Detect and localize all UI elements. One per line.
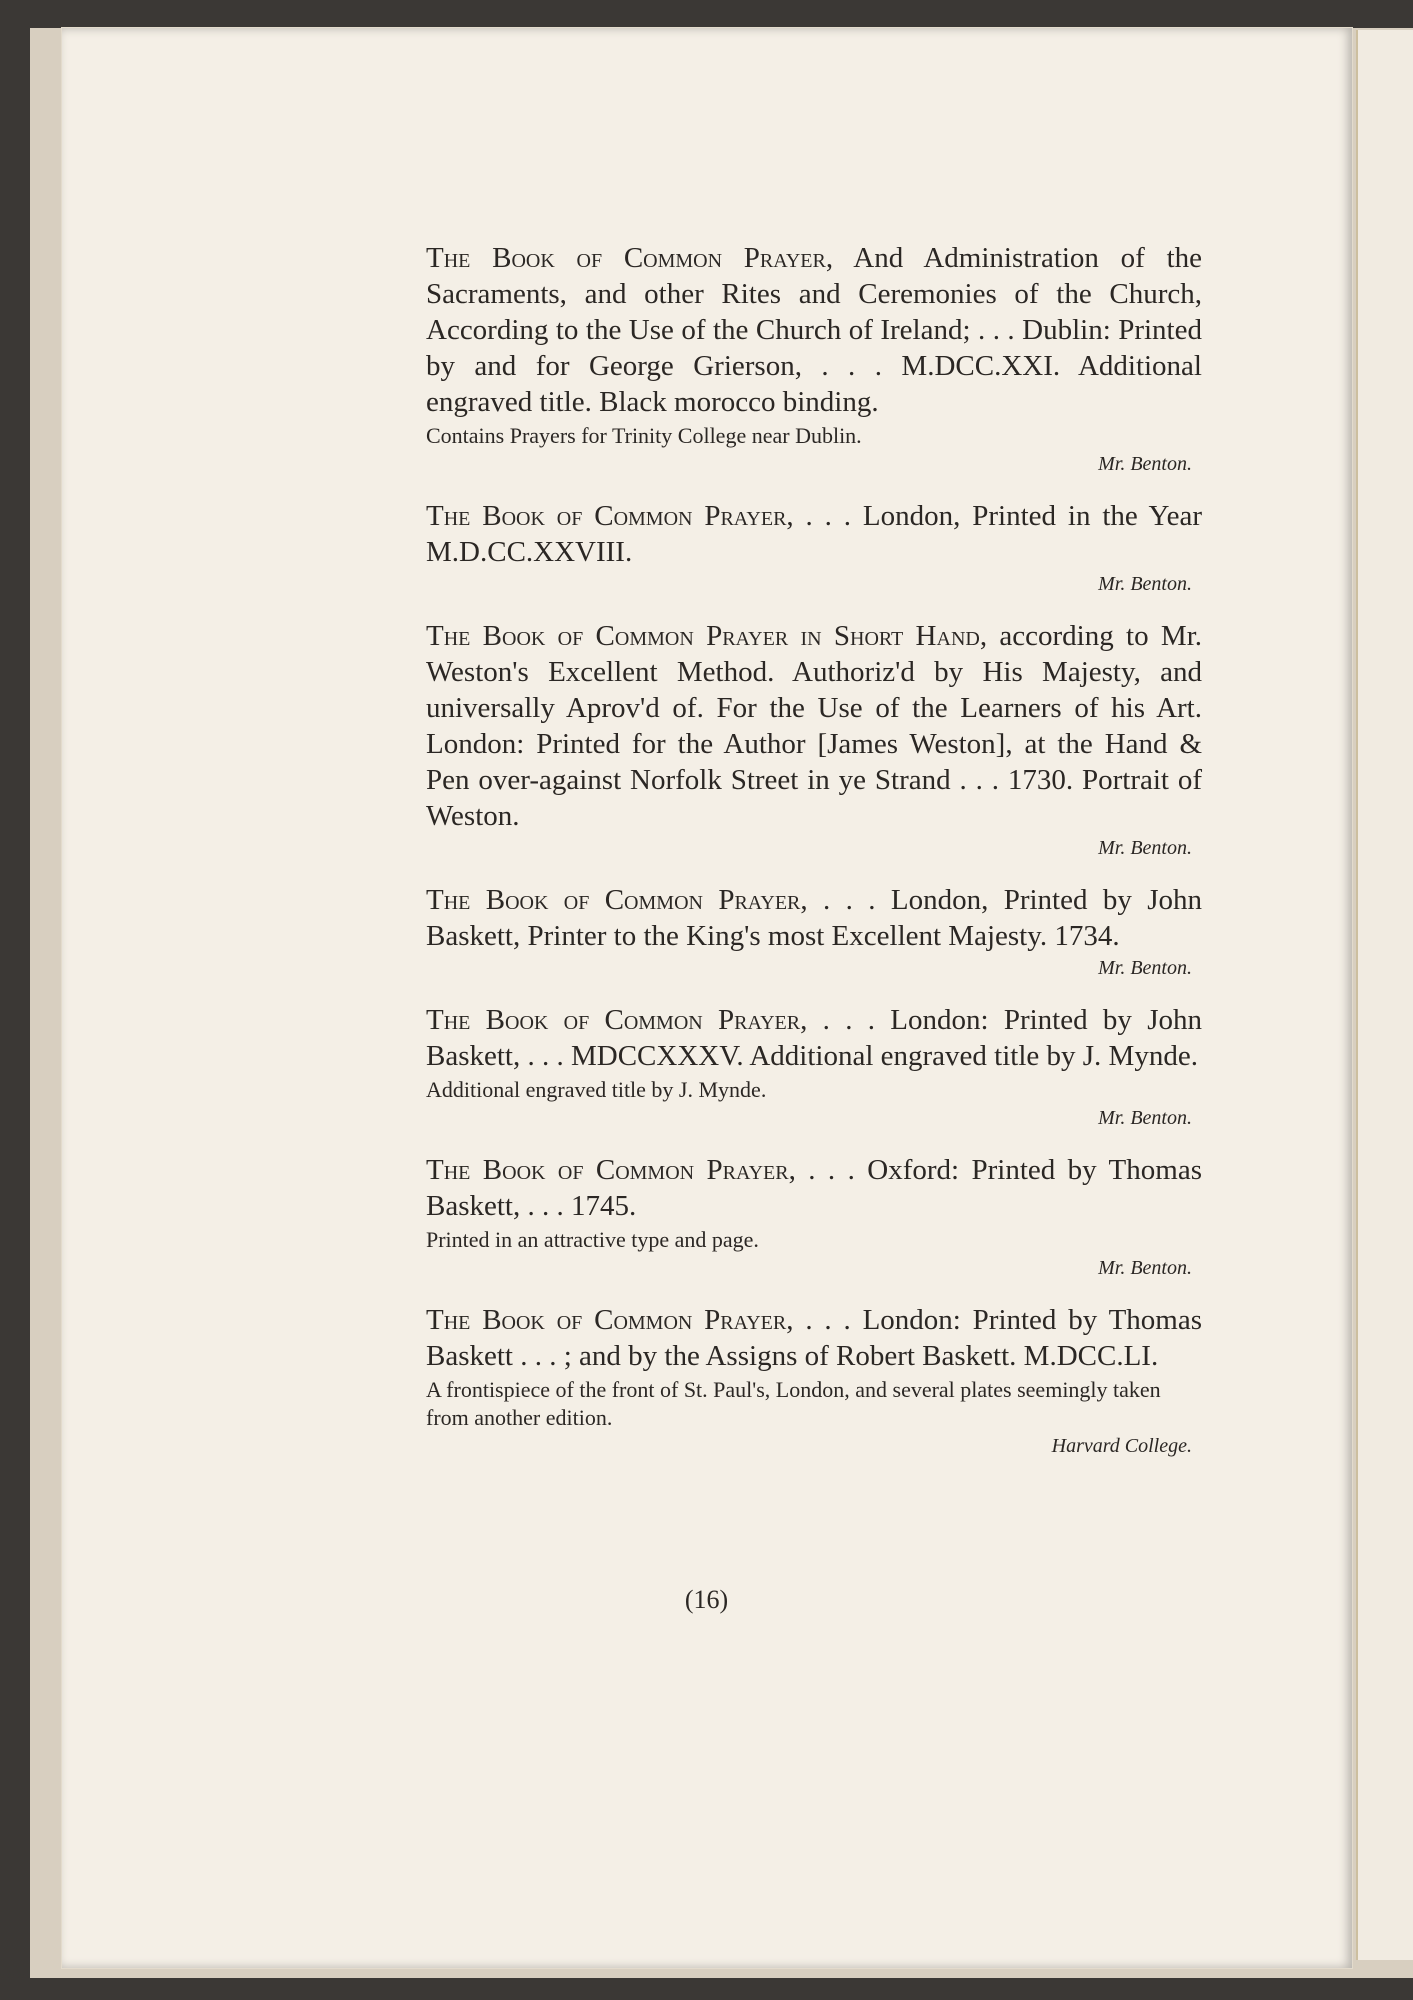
bibliography-entry [426, 498, 1202, 596]
entry-description: according to Mr. Weston's Excellent Method. Authoriz'd by His Majesty, and universally Aprov'd of. For the Use of the Learners of his Art. London: Printed for the Author [James Weston], at the Hand & Pen over-against Norfolk Street in ye Strand . . . 1730. Portrait of Weston. [426, 620, 1202, 832]
entry-description: . . . London: Printed by John Baskett, . . . MDCCXXXV. Additional engraved title by J. Mynde. [426, 1004, 1202, 1072]
entry-text [426, 882, 1202, 954]
page-number: (16) [684, 1585, 729, 1614]
entry-text [426, 498, 1202, 570]
entry-title: The Book of Common Prayer in Short Hand, [426, 620, 988, 652]
entry-text [426, 1302, 1202, 1374]
entry-description: . . . Oxford: Printed by Thomas Baskett, . . . 1745. [426, 1154, 1202, 1222]
entry-owner: Harvard College. [1051, 1435, 1192, 1457]
entry-title: The Book of Common Prayer, [426, 1004, 808, 1036]
entry-title: The Book of Common Prayer, [426, 1154, 796, 1186]
bibliography-entry [426, 240, 1202, 476]
entry-owner: Mr. Benton. [1098, 573, 1192, 595]
entry-description: . . . London: Printed by Thomas Baskett . . . ; and by the Assigns of Robert Baskett. M.DCC.LI. [426, 1304, 1202, 1372]
facing-page-edge [1356, 30, 1413, 1960]
bibliography-list [426, 240, 1202, 1480]
bibliography-entry [426, 882, 1202, 980]
bibliography-entry [426, 1152, 1202, 1280]
entry-title: The Book of Common Prayer, [426, 1304, 794, 1336]
entry-owner: Mr. Benton. [1098, 957, 1192, 979]
bibliography-entry [426, 618, 1202, 860]
entry-text [426, 240, 1202, 420]
entry-owner: Mr. Benton. [1098, 1107, 1192, 1129]
entry-note: Additional engraved title by J. Mynde. [426, 1077, 767, 1102]
entry-note: Printed in an attractive type and page. [426, 1227, 759, 1252]
entry-note: A frontispiece of the front of St. Paul's, London, and several plates seemingly taken from another edition. [426, 1377, 1161, 1430]
entry-description: . . . London, Printed by John Baskett, Printer to the King's most Excellent Majesty. 1734. [426, 884, 1202, 952]
entry-description: And Administration of the Sacraments, and other Rites and Ceremonies of the Church, According to the Use of the Church of Ireland; . . . Dublin: Printed by and for George Grierson, . . . M.DCC.XXI. Additional engraved title. Black morocco binding. [426, 242, 1202, 418]
bibliography-entry [426, 1002, 1202, 1130]
entry-text [426, 1002, 1202, 1074]
entry-description: . . . London, Printed in the Year M.D.CC.XXVIII. [426, 500, 1202, 568]
entry-owner: Mr. Benton. [1098, 453, 1192, 475]
bibliography-entry [426, 1302, 1202, 1458]
entry-text [426, 618, 1202, 834]
entry-text [426, 1152, 1202, 1224]
entry-title: The Book of Common Prayer, [426, 500, 794, 532]
entry-title: The Book of Common Prayer, [426, 884, 808, 916]
entry-owner: Mr. Benton. [1098, 1257, 1192, 1279]
entry-title: The Book of Common Prayer, [426, 242, 834, 274]
entry-owner: Mr. Benton. [1098, 837, 1192, 859]
entry-note: Contains Prayers for Trinity College near Dublin. [426, 423, 862, 448]
